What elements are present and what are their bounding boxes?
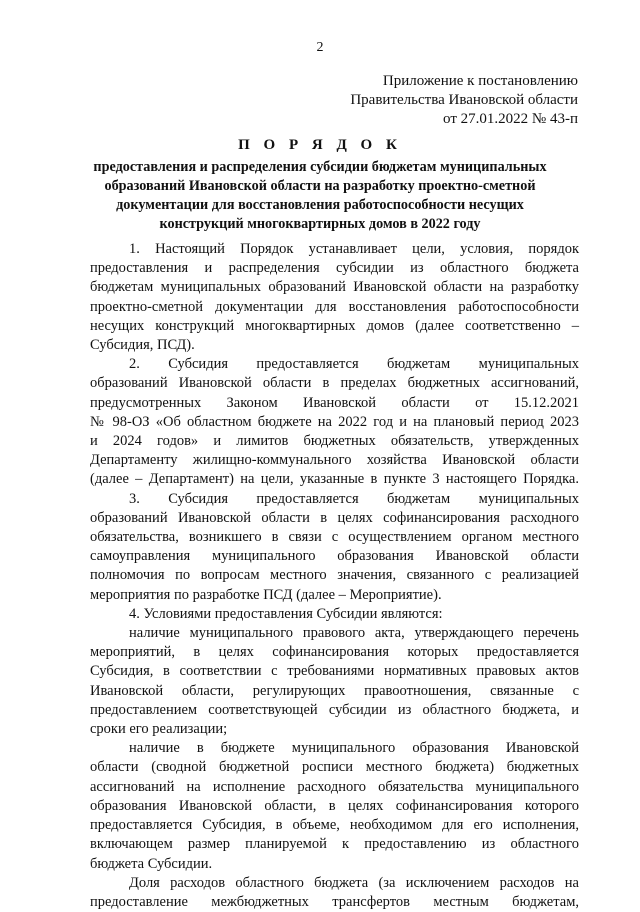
body-line: проектно-сметной документации для восстановления работоспособности [90,298,579,315]
subtitle-line: конструкций многоквартирных домов в 2022 году [159,216,481,232]
body-line: образований Ивановской области в пределах бюджетных ассигнований, [90,375,579,392]
appendix-header [350,72,578,129]
body-line: образования Ивановской области, в целях софинансирования которого [90,797,579,814]
subtitle-line: документации для восстановления работоспособности несущих [116,197,524,213]
page-number: 2 [316,40,324,55]
appendix-line: Приложение к постановлению [382,73,578,89]
body-line: предоставляется Субсидия, в объеме, необходимом для его исполнения, [90,817,579,834]
body-line: обязательства, возникшего в связи с осуществлением органом местного [90,529,579,546]
body-line: 1. Настоящий Порядок устанавливает цели, условия, порядок [129,241,579,257]
subtitle-line: предоставления и распределения субсидии бюджетам муниципальных [93,159,547,175]
body-line: 2. Субсидия предоставляется бюджетам муниципальных [129,356,579,373]
body-line: образований Ивановской области в целях софинансирования расходного [90,509,579,526]
body-line: предусмотренных Законом Ивановской области от 15.12.2021 [90,394,579,411]
body-line: области (сводной бюджетной росписи местного бюджета) бюджетных [90,759,579,776]
body-line: Доля расходов областного бюджета (за исключением расходов на [129,874,579,891]
body-line: Субсидия, ПСД). [90,337,195,354]
body-line: Департаменту жилищно-коммунального хозяйства Ивановской области [90,452,579,469]
document-body [90,240,579,912]
body-line: полномочия по вопросам местного значения, связанного с реализацией [90,567,579,584]
body-line: 3. Субсидия предоставляется бюджетам муниципальных [129,490,579,507]
body-line: наличие в бюджете муниципального образования Ивановской [129,740,579,757]
body-line: мероприятия по разработке ПСД (далее – Мероприятие). [90,586,442,603]
document-title: П О Р Я Д О К [238,137,402,153]
body-line: ассигнований на исполнение расходного обязательства муниципального [90,778,579,795]
document-subtitle [0,158,640,234]
body-line: Субсидия, в соответствии с требованиями нормативных правовых актов [90,663,579,680]
body-line: № 98-ОЗ «Об областном бюджете на 2022 год и на плановый период 2023 [90,413,579,430]
body-line: самоуправления муниципального образования Ивановской области [90,548,579,565]
body-line: 4. Условиями предоставления Субсидии являются: [129,605,443,622]
appendix-line: Правительства Ивановской области [350,92,578,108]
body-line: несущих конструкций многоквартирных домов (далее соответственно – [90,317,579,334]
body-line: предоставления и распределения субсидии из областного бюджета [90,260,579,277]
body-line: сроки его реализации; [90,721,228,738]
body-line: наличие муниципального правового акта, утверждающего перечень [129,625,579,642]
body-line: бюджетам муниципальных образований Ивановской области на разработку [90,279,579,296]
appendix-line: от 27.01.2022 № 43-п [443,111,578,127]
body-line: предоставление межбюджетных трансфертов местным бюджетам, [90,893,579,910]
body-line: Ивановской области, регулирующих правоотношения, связанные с [90,682,579,699]
body-line: бюджета Субсидии. [90,855,213,872]
body-line: предоставлением соответствующей субсидии из областного бюджета, и [90,701,579,718]
body-line: и 2024 годов» и лимитов бюджетных обязательств, утвержденных [90,433,579,450]
subtitle-line: образований Ивановской области на разработку проектно-сметной [104,178,536,194]
body-line: (далее – Департамент) на цели, указанные в пункте 3 настоящего Порядка. [90,471,579,488]
body-line: включающем размер планируемой к предоставлению из областного [90,836,579,853]
body-line: мероприятий, в целях софинансирования которых предоставляется [90,644,579,661]
